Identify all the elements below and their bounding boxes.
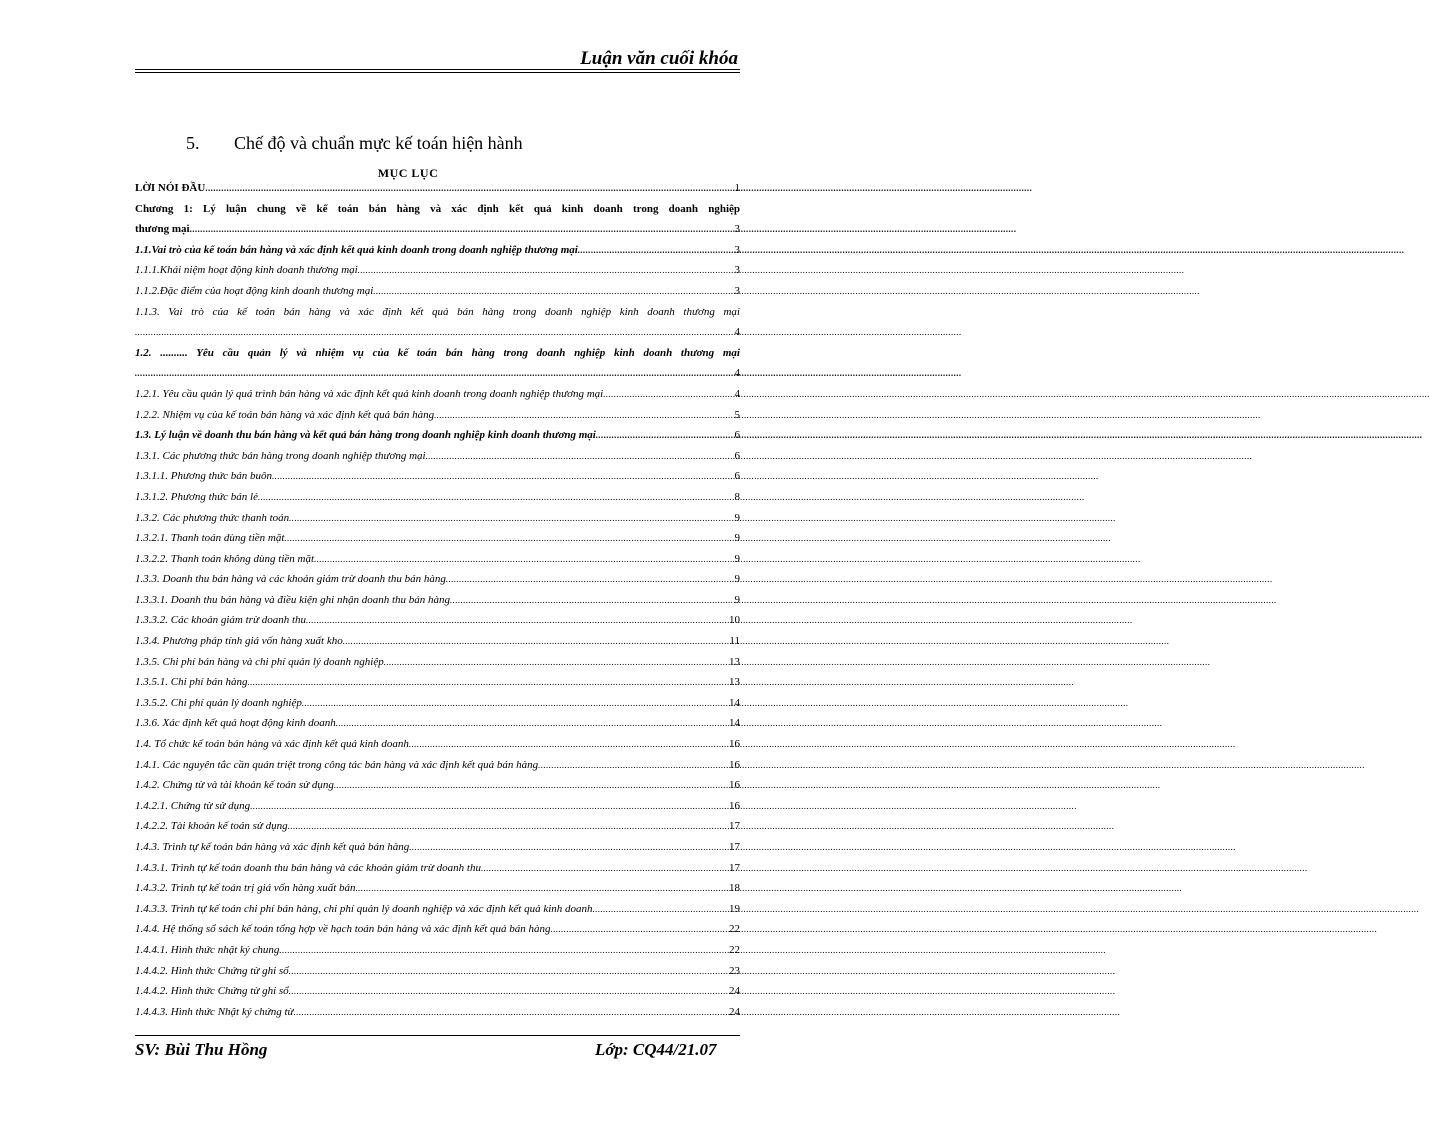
toc-leader <box>538 755 724 776</box>
header-rule <box>135 69 740 70</box>
toc-entry-text: 1.4.2.1. Chứng từ sử dụng <box>135 799 251 812</box>
toc-leader <box>343 631 724 652</box>
toc-entry-text: 1.3.2.2. Thanh toán không dùng tiền mặt <box>135 552 315 565</box>
toc-page-number: 22 <box>729 923 740 936</box>
section-heading <box>186 133 523 154</box>
toc-leader <box>289 961 724 982</box>
toc-entry[interactable] <box>135 693 740 714</box>
toc-page-number: 23 <box>729 964 740 977</box>
toc-page-number: 17 <box>729 861 740 874</box>
toc-leader <box>306 610 724 631</box>
section-title: Chế độ và chuẩn mực kế toán hiện hành <box>234 133 523 153</box>
toc-entry-text: 1.3.5.1. Chi phí bán hàng <box>135 676 248 689</box>
toc-entry[interactable] <box>135 837 740 858</box>
toc-entry[interactable] <box>135 178 740 199</box>
toc-entry[interactable] <box>135 487 740 508</box>
toc-entry[interactable] <box>135 713 740 734</box>
toc-page-number: 22 <box>729 943 740 956</box>
toc-page-number: 16 <box>729 799 740 812</box>
toc-leader <box>384 652 724 673</box>
toc-entry-text: LỜI NÓI ĐẦU <box>135 182 206 194</box>
toc-entry-text: 1.3.3. Doanh thu bán hàng và các khoản giảm trừ doanh thu bán hàng <box>135 573 446 586</box>
toc-leader <box>289 508 724 529</box>
toc-page-number: 19 <box>729 902 740 915</box>
toc-entry[interactable] <box>135 755 740 776</box>
toc-entry-text: 1.3.1.1. Phương thức bán buôn <box>135 470 273 483</box>
toc-entry[interactable] <box>135 590 740 611</box>
toc-page-number: 18 <box>729 882 740 895</box>
toc-leader <box>336 713 724 734</box>
toc-page-number: 16 <box>729 758 740 771</box>
toc-page-number: 17 <box>729 841 740 853</box>
toc-leader <box>450 590 724 611</box>
toc-leader <box>434 405 724 426</box>
toc-entry-text: 1.2. .......... Yêu cầu quản lý và nhiệm vụ của kế toán bán hàng trong doanh nghiệp kinh doanh thương mại <box>135 346 740 359</box>
toc-page-number: 9 <box>734 573 740 586</box>
toc-entry-text: 1.4.3.3. Trình tự kế toán chi phí bán hàng, chi phí quản lý doanh nghiệp và xác định kết quả kinh doanh <box>135 902 593 915</box>
toc-entry-text: 1.3. Lý luận về doanh thu bán hàng và kết quả bán hàng trong doanh nghiệp kinh doanh thương mại <box>135 429 596 442</box>
toc-page-number: 6 <box>734 429 740 442</box>
toc-page-number: 6 <box>734 470 740 483</box>
footer-class: Lớp: CQ44/21.07 <box>595 1040 717 1059</box>
toc-entry[interactable] <box>135 302 740 343</box>
toc-entry[interactable] <box>135 281 740 302</box>
toc-page-number: 11 <box>729 635 740 648</box>
toc-entry-text: 1.3.5. Chi phí bán hàng và chi phí quản lý doanh nghiệp <box>135 655 384 668</box>
toc-entry[interactable] <box>135 528 740 549</box>
toc-page-number: 4 <box>734 367 740 380</box>
toc-leader <box>279 940 724 961</box>
toc-leader <box>205 178 724 199</box>
toc-leader <box>258 487 724 508</box>
section-number: 5. <box>186 133 200 153</box>
toc-page-number: 14 <box>729 717 740 730</box>
toc-page-number: 13 <box>729 676 740 689</box>
toc-entry[interactable] <box>135 446 740 467</box>
toc-entry-text: 1.4.2.2. Tài khoản kế toán sử dụng <box>135 820 288 833</box>
toc-leader <box>288 816 724 837</box>
toc-entry[interactable] <box>135 508 740 529</box>
header-rule-double <box>135 72 740 73</box>
toc-entry-text: 1.3.2. Các phương thức thanh toán <box>135 511 290 524</box>
toc-entry[interactable] <box>135 384 740 405</box>
toc-leader <box>356 878 725 899</box>
toc-entry-text: 1.3.4. Phương pháp tính giá vốn hàng xuất kho <box>135 635 343 648</box>
toc-entry[interactable] <box>135 569 740 590</box>
toc-leader <box>314 549 724 570</box>
toc-page-number: 3 <box>734 264 740 277</box>
toc-entry-text: 1.4.1. Các nguyên tắc cần quán triệt trong công tác bán hàng và xác định kết quả bán hàng <box>135 758 539 771</box>
toc-entry[interactable] <box>135 260 740 281</box>
toc-entry-text: 1.4. Tổ chức kế toán bán hàng và xác định kết quả kinh doanh <box>135 738 409 751</box>
toc-page-number: 16 <box>729 738 740 751</box>
toc-leader <box>551 919 724 940</box>
toc-page-number: 4 <box>734 326 740 339</box>
toc-leader <box>409 734 724 755</box>
toc-page-number: 13 <box>729 655 740 668</box>
toc-entry-text: 1.1.1.Khái niệm hoạt động kinh doanh thương mại <box>135 264 358 277</box>
toc-leader <box>190 219 724 240</box>
toc-entry-text: 1.2.2. Nhiệm vụ của kế toán bán hàng và xác định kết quả bán hàng <box>135 408 435 421</box>
toc-entry[interactable] <box>135 940 740 961</box>
toc-entry[interactable] <box>135 343 740 384</box>
toc-leader <box>481 858 724 879</box>
toc-page-number: 16 <box>729 779 740 792</box>
toc-entry-text: 1.3.5.2. Chi phí quản lý doanh nghiệp <box>135 696 302 709</box>
toc-entry-text: 1.1.2.Đặc điểm của hoạt động kinh doanh thương mại <box>135 284 374 297</box>
toc-entry-text: 1.4.2. Chứng từ và tài khoản kế toán sử dụng <box>135 779 334 792</box>
header-title: Luận văn cuối khóa <box>580 48 738 69</box>
toc-entry-text: 1.3.6. Xác định kết quả hoạt động kinh doanh <box>135 717 336 730</box>
toc-page-number: 17 <box>729 820 740 833</box>
toc-leader <box>426 446 724 467</box>
toc-entry-text: 1.4.3.2. Trình tự kế toán trị giá vốn hàng xuất bán <box>135 882 356 895</box>
toc-entry-text: 1.3.1. Các phương thức bán hàng trong doanh nghiệp thương mại <box>135 449 426 462</box>
toc-leader <box>596 425 724 446</box>
toc-leader <box>289 981 724 1002</box>
toc-entry-text: 1.3.3.2. Các khoản giảm trừ doanh thu <box>135 614 306 627</box>
toc-leader <box>373 281 724 302</box>
toc-page-number: 9 <box>734 552 740 565</box>
toc-entry-text: 1.4.4.2. Hình thức Chứng từ ghi sổ <box>135 985 289 998</box>
toc-leader <box>247 672 724 693</box>
toc-page-number: 9 <box>734 593 740 606</box>
toc-title: MỤC LỤC <box>377 166 439 180</box>
toc-entry[interactable] <box>135 961 740 982</box>
toc-page-number: 24 <box>729 1005 740 1018</box>
toc-entry-text: 1.2.1. Yêu cầu quản lý quá trình bán hàng và xác định kết quả kinh doanh trong doanh nghiệp thương mại <box>135 387 604 400</box>
toc-entry-text: 1.3.2.1. Thanh toán dùng tiền mặt <box>135 532 285 545</box>
toc-leader <box>409 837 724 858</box>
toc-page-number: 9 <box>734 532 740 545</box>
toc-entry-text: 1.3.3.1. Doanh thu bán hàng và điều kiện ghi nhận doanh thu bán hàng <box>135 593 451 606</box>
toc-entry[interactable] <box>135 425 740 446</box>
toc-leader <box>593 899 724 920</box>
toc-page-number: 8 <box>734 490 740 503</box>
toc-entry[interactable] <box>135 549 740 570</box>
toc-page-number: 5 <box>734 408 740 421</box>
toc-entry[interactable] <box>135 734 740 755</box>
toc-page-number: 3 <box>734 284 740 297</box>
toc-page-number: 24 <box>729 985 740 998</box>
toc-entry-text: 1.4.4.1. Hình thức nhật ký chung <box>135 943 280 956</box>
toc-entry[interactable] <box>135 631 740 652</box>
toc-leader <box>446 569 724 590</box>
toc-entry[interactable] <box>135 816 740 837</box>
toc-entry[interactable] <box>135 796 740 817</box>
toc-entry[interactable] <box>135 610 740 631</box>
toc-entry-text: Chương 1: Lý luận chung về kế toán bán hàng và xác định kết quả kinh doanh trong doanh nghiệp <box>135 202 740 215</box>
table-of-contents <box>135 178 740 1022</box>
toc-entry-text: 1.4.4.2. Hình thức Chứng từ ghi sổ <box>135 964 289 977</box>
toc-page-number: 14 <box>729 696 740 709</box>
toc-entry[interactable] <box>135 652 740 673</box>
toc-page-number: 4 <box>734 387 740 400</box>
toc-leader <box>284 528 724 549</box>
toc-leader <box>272 466 724 487</box>
footer-rule <box>135 1035 740 1036</box>
toc-entry-text: 1.4.4. Hệ thống sổ sách kế toán tổng hợp về hạch toán bán hàng và xác định kết quả bán hàng <box>135 923 551 936</box>
toc-entry[interactable] <box>135 878 740 899</box>
toc-leader <box>578 240 724 261</box>
toc-leader <box>302 693 724 714</box>
toc-page-number: 6 <box>734 449 740 462</box>
toc-leader <box>135 322 724 343</box>
toc-entry[interactable] <box>135 466 740 487</box>
toc-entry[interactable] <box>135 405 740 426</box>
toc-entry[interactable] <box>135 858 740 879</box>
toc-page-number: 10 <box>729 614 740 627</box>
toc-entry-text: 1.1.Vai trò của kế toán bán hàng và xác định kết quả kinh doanh trong doanh nghiệp thương mại <box>135 243 578 256</box>
toc-leader <box>334 775 724 796</box>
toc-entry[interactable] <box>135 199 740 240</box>
toc-entry[interactable] <box>135 672 740 693</box>
toc-leader <box>135 363 724 384</box>
toc-entry-text-cont: thương mại <box>135 223 190 236</box>
toc-entry[interactable] <box>135 240 740 261</box>
toc-leader <box>358 260 724 281</box>
toc-entry[interactable] <box>135 899 740 920</box>
toc-leader <box>250 796 724 817</box>
toc-page-number: 3 <box>734 223 740 236</box>
toc-leader <box>294 1002 724 1023</box>
toc-leader <box>603 384 724 405</box>
toc-page-number: 9 <box>734 511 740 524</box>
toc-entry-text: 1.4.3. Trình tự kế toán bán hàng và xác định kết quả bán hàng <box>135 841 410 853</box>
toc-entry-text: 1.4.3.1. Trình tự kế toán doanh thu bán hàng và các khoản giảm trừ doanh thu <box>135 861 481 874</box>
toc-page-number: 3 <box>734 243 740 256</box>
toc-entry-text: 1.3.1.2. Phương thức bán lẻ <box>135 490 258 503</box>
footer-student: SV: Bùi Thu Hồng <box>135 1040 268 1059</box>
toc-page-number: 1 <box>734 182 740 194</box>
toc-entry-text: 1.4.4.3. Hình thức Nhật ký chứng từ <box>135 1005 294 1018</box>
toc-entry[interactable] <box>135 981 740 1002</box>
toc-entry[interactable] <box>135 775 740 796</box>
toc-entry[interactable] <box>135 919 740 940</box>
toc-entry[interactable] <box>135 1002 740 1023</box>
toc-entry-text: 1.1.3. Vai trò của kế toán bán hàng và xác định kết quả bán hàng trong doanh nghiệp kinh doanh thương mại <box>135 305 740 318</box>
